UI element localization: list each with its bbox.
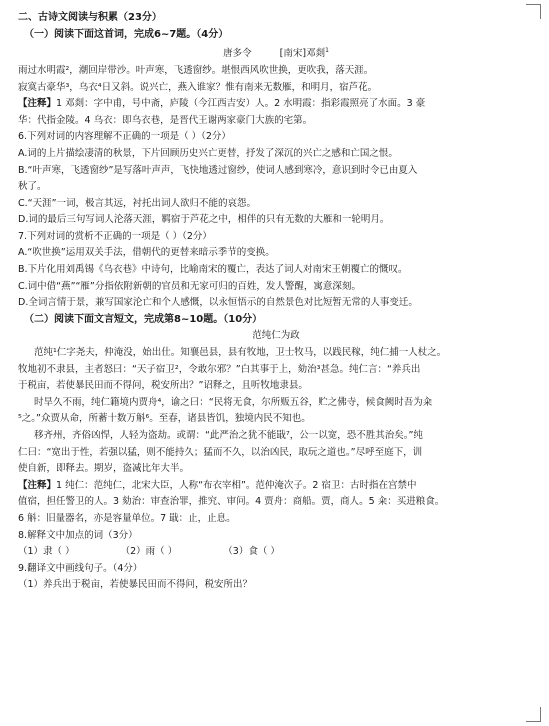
part2-heading: （二）阅读下面文言短文，完成第8~10题。（10分） xyxy=(24,313,263,325)
poem-note-line xyxy=(18,96,534,113)
prose-line: 于税亩，若使暴民田而不得问，税安所出？”诏释之，且听牧地隶县。 xyxy=(18,380,308,392)
note-text: 1 纯仁：范纯仁，北宋大臣，人称“布衣宰相”。范仲淹次子。2 宿卫：古时指在宫禁中 xyxy=(56,479,417,491)
part1-heading: （一）阅读下面这首词，完成6~7题。（4分） xyxy=(24,28,229,40)
q8-item-2: （2）雨（ ） xyxy=(120,546,178,558)
q7-option-c: C.词中借“燕”“雁”分指依附新朝的官员和无家可归的百姓，发人警醒，寓意深刻。 xyxy=(18,280,361,292)
section-title: 二、古诗文阅读与积累（23分） xyxy=(18,12,162,23)
prose-note-line: 6 斛：旧量器名，亦是容量单位。7 戢：止，止息。 xyxy=(18,512,236,524)
prose-line: 移齐州，齐俗凶悍，人轻为盗劫。或谓：“此严治之犹不能戢⁷，公一以宽，恐不胜其治矣。”纯 xyxy=(34,430,423,441)
prose-line: 仁曰：“宽出于性，若强以猛，则不能持久；猛而不久，以治凶民，取玩之道也。”尽呼至庭下，训 xyxy=(18,446,423,458)
q6-option-b: B.“叶声寒，飞透窗纱”是写落叶声声，飞快地透过窗纱，使词人感到寒冷，意识到时令已由夏入 xyxy=(18,164,418,176)
q9-item-1: （1）养兵出于税亩，若使暴民田而不得问，税安所出？ xyxy=(18,579,253,591)
poem-title-line xyxy=(18,43,534,63)
q6-option-a: A.词的上片描绘凄清的秋景，下片回顾历史兴亡更替，抒发了深沉的兴亡之感和亡国之恨。 xyxy=(18,147,398,159)
prose-line: 使自新，即释去。期岁，盗减比年大半。 xyxy=(18,463,190,475)
q7-option-a: A.“吹世换”运用双关手法，借朝代的更替来暗示季节的变换。 xyxy=(18,247,275,259)
poem-line: 雨过水明霞²，潮回岸带沙。叶声寒，飞透窗纱。堪恨西风吹世换，更吹我，落天涯。 xyxy=(18,64,374,76)
q7-option-d: D.全词言情于景，兼写国家沦亡和个人感慨，以永恒悟示的自然景色对比短暂无常的人事变迁。 xyxy=(18,297,418,309)
q6-option-d: D.词的最后三句写词人沦落天涯，羁宿于芦花之中，相伴的只有无数的大雁和一轮明月。 xyxy=(18,214,390,226)
poem-author: [南宋]邓剡 xyxy=(279,48,326,60)
poem-author-note-ref: 1 xyxy=(325,47,329,55)
note-label: 【注释】 xyxy=(18,479,57,491)
poem-note-line: 华：代指金陵。4 乌衣：即乌衣巷，是晋代王谢两家豪门大族的宅第。 xyxy=(18,114,313,126)
q7-stem: 7.下列对词的赏析不正确的一项是（ ）（2分） xyxy=(18,230,212,242)
prose-line: ⁵之。”众贾从命，所蓄十数万斛⁶。至春，诸县皆饥，独境内民不知也。 xyxy=(18,413,311,425)
q6-option-c: C.“天涯”一词，极言其远，衬托出词人欲归不能的哀怨。 xyxy=(18,197,256,209)
poem-title: 唐多令 xyxy=(223,48,252,60)
prose-line: 范纯¹仁字尧夫，仲淹没，始出仕。知襄邑县，县有牧地，卫士牧马，以践民稼，纯仁捕一人杖之。 xyxy=(34,347,447,359)
note-label: 【注释】 xyxy=(18,98,57,110)
q8-stem: 8.解释文中加点的词（3分） xyxy=(18,529,138,541)
poem-line: 寂寞古豪华³，乌衣⁴日又斜。说兴亡，燕入谁家？惟有南来无数雁，和明月，宿芦花。 xyxy=(18,81,378,93)
q6-stem: 6.下列对词的内容理解不正确的一项是（ ）（2分） xyxy=(18,131,231,143)
prose-line: 时旱久不雨，纯仁籍境内贾舟⁴，谕之曰：“民将无食，尔所贩五谷，贮之佛寺，候食阙时吾为籴 xyxy=(34,396,433,408)
note-text: 1 邓剡：字中甫，号中斋，庐陵（今江西吉安）人。2 水明霞：指彩霞照亮了水面。3 豪 xyxy=(56,98,426,110)
q8-items xyxy=(18,544,534,561)
prose-note-line xyxy=(18,478,534,495)
exam-page xyxy=(18,10,534,594)
q6-option-b-cont: 秋了。 xyxy=(18,181,47,193)
q9-stem: 9.翻译文中画线句子。（4分） xyxy=(18,562,143,574)
q7-option-b: B.下片化用刘禹锡《乌衣巷》中诗句，比喻南宋的覆亡，表达了词人对南宋王朝覆亡的慨叹。 xyxy=(18,264,408,276)
prose-title: 范纯仁为政 xyxy=(252,330,300,342)
prose-note-line: 值宿，担任警卫的人。3 劾治：审查治罪，推究、审问。4 贾舟：商船。贾，商人。5 籴：买进粮食。 xyxy=(18,496,445,508)
page-corner-mark-bottom xyxy=(526,707,541,722)
q8-item-1: （1）隶（ ） xyxy=(18,546,75,558)
q8-item-3: （3）食（ ） xyxy=(223,546,280,558)
prose-line: 牧地初不隶县，主者怒曰：“天子宿卫²，令敢尔邪？”白其事于上，劾治³甚急。纯仁言：“养兵出 xyxy=(18,363,421,375)
